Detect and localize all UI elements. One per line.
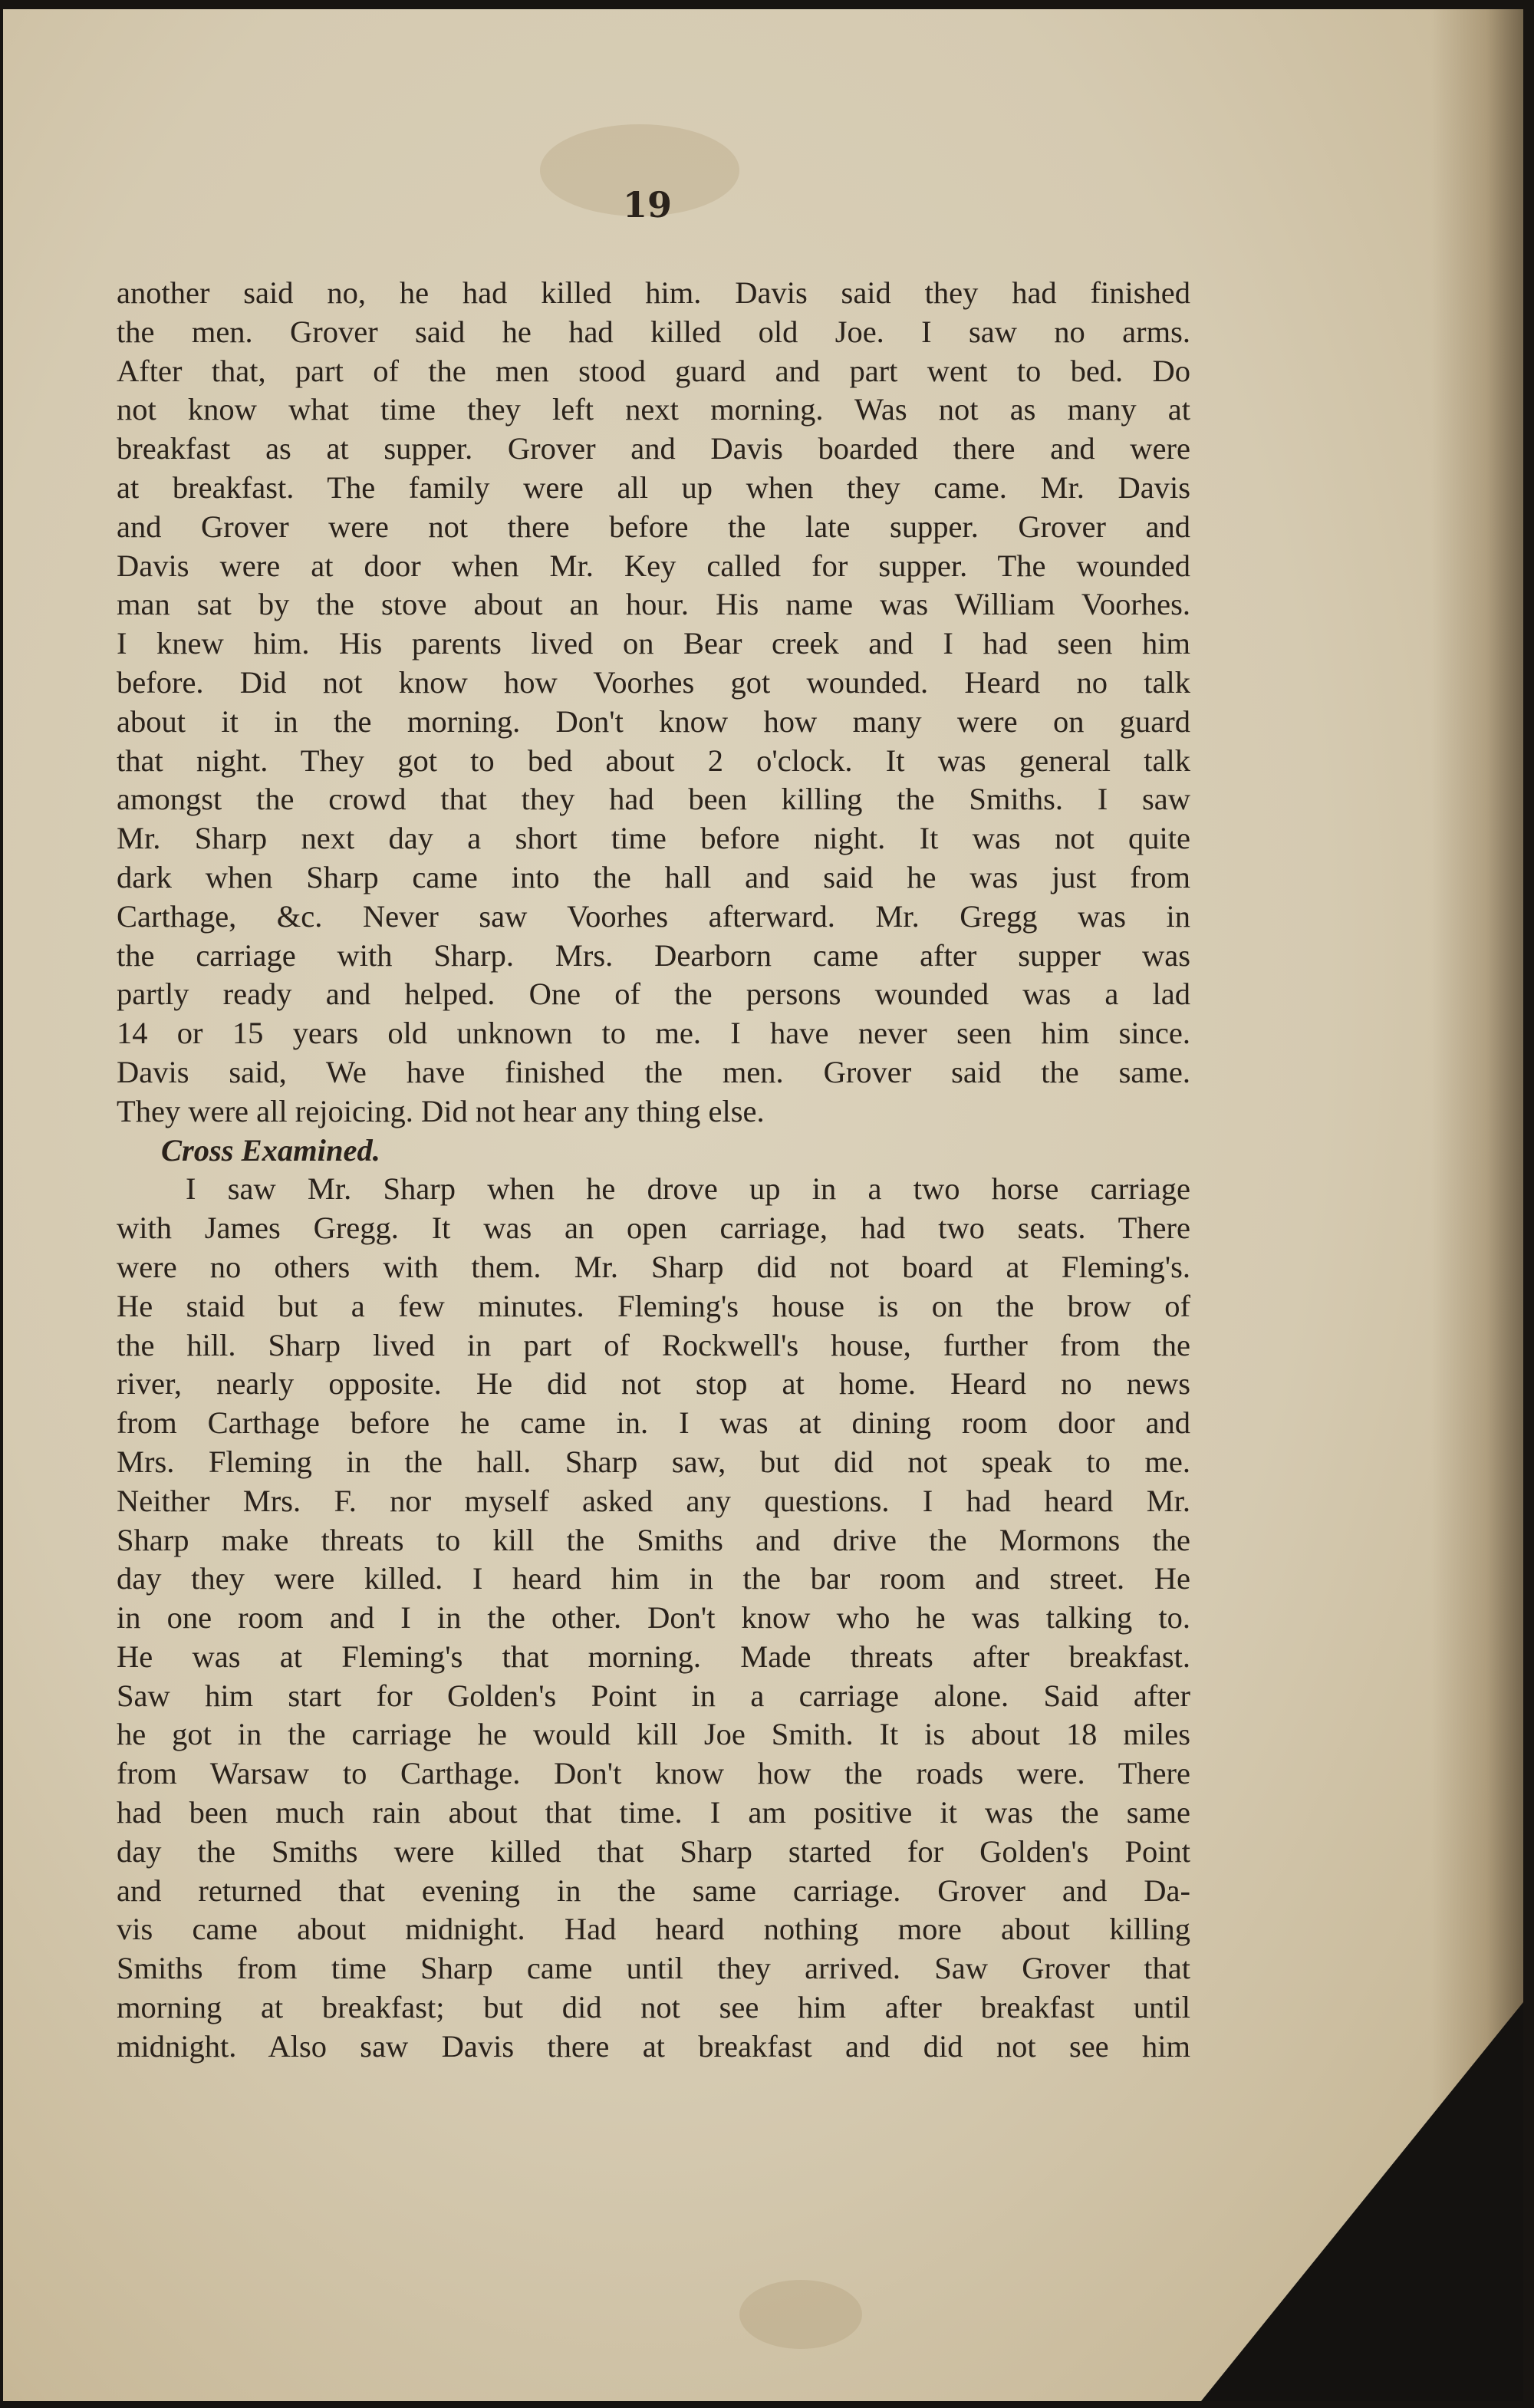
text-line: 14 or 15 years old unknown to me. I have never seen him since.	[117, 1016, 1190, 1051]
text-line: another said no, he had killed him. Davis said they had finished	[117, 275, 1190, 310]
text-line: the carriage with Sharp. Mrs. Dearborn came after supper was	[117, 937, 1190, 973]
text-line: After that, part of the men stood guard and part went to bed. Do	[117, 353, 1190, 388]
text-line: Sharp make threats to kill the Smiths and drive the Mormons the	[117, 1522, 1190, 1557]
text-line: He staid but a few minutes. Fleming's house is on the brow of	[117, 1288, 1190, 1323]
text-line: day the Smiths were killed that Sharp started for Golden's Point	[117, 1833, 1190, 1869]
text-line: Mr. Sharp next day a short time before night. It was not quite	[117, 821, 1190, 856]
text-line: Neither Mrs. F. nor myself asked any questions. I had heard Mr.	[117, 1483, 1190, 1518]
text-line: Carthage, &c. Never saw Voorhes afterward. Mr. Gregg was in	[117, 898, 1190, 934]
text-line: midnight. Also saw Davis there at breakfast and did not see him	[117, 2028, 1190, 2064]
text-line: amongst the crowd that they had been killing the Smiths. I saw	[117, 782, 1190, 817]
paper-sheet	[3, 9, 1523, 2401]
text-line: not know what time they left next morning. Was not as many at	[117, 392, 1190, 427]
paper-stain	[739, 2280, 862, 2349]
text-line: breakfast as at supper. Grover and Davis boarded there and were	[117, 431, 1190, 466]
text-line: he got in the carriage he would kill Joe Smith. It is about 18 miles	[117, 1717, 1190, 1752]
text-line: that night. They got to bed about 2 o'clock. It was general talk	[117, 743, 1190, 778]
text-line: from Carthage before he came in. I was at dining room door and	[117, 1405, 1190, 1441]
text-line: had been much rain about that time. I am positive it was the same	[117, 1795, 1190, 1830]
text-line: and returned that evening in the same carriage. Grover and Da-	[117, 1873, 1190, 1908]
text-line: Saw him start for Golden's Point in a carriage alone. Said after	[117, 1678, 1190, 1713]
text-line: in one room and I in the other. Don't know who he was talking to.	[117, 1600, 1190, 1636]
text-line: He was at Fleming's that morning. Made threats after breakfast.	[117, 1639, 1190, 1674]
text-line: about it in the morning. Don't know how many were on guard	[117, 703, 1190, 739]
text-line: Davis were at door when Mr. Key called for supper. The wounded	[117, 548, 1190, 583]
text-line: day they were killed. I heard him in the bar room and street. He	[117, 1561, 1190, 1596]
text-line: Davis said, We have finished the men. Grover said the same.	[117, 1054, 1190, 1089]
text-line: with James Gregg. It was an open carriage, had two seats. There	[117, 1211, 1190, 1246]
section-heading: Cross Examined.	[161, 1132, 380, 1168]
text-line: from Warsaw to Carthage. Don't know how the roads were. There	[117, 1756, 1190, 1791]
text-line: partly ready and helped. One of the persons wounded was a lad	[117, 977, 1190, 1012]
text-line: man sat by the stove about an hour. His name was William Voorhes.	[117, 587, 1190, 622]
text-line: at breakfast. The family were all up when they came. Mr. Davis	[117, 469, 1190, 505]
text-line: I knew him. His parents lived on Bear creek and I had seen him	[117, 626, 1190, 661]
text-line: Mrs. Fleming in the hall. Sharp saw, but did not speak to me.	[117, 1444, 1190, 1479]
text-line: the hill. Sharp lived in part of Rockwell's house, further from the	[117, 1327, 1190, 1362]
text-line: morning at breakfast; but did not see him after breakfast until	[117, 1990, 1190, 2025]
text-line: I saw Mr. Sharp when he drove up in a two horse carriage	[186, 1171, 1190, 1207]
torn-corner	[1201, 2002, 1523, 2401]
text-line: and Grover were not there before the late supper. Grover and	[117, 509, 1190, 544]
text-line: They were all rejoicing. Did not hear any thing else.	[117, 1093, 765, 1128]
text-line: dark when Sharp came into the hall and said he was just from	[117, 859, 1190, 894]
body-text	[117, 274, 1190, 2067]
page-number: 19	[622, 184, 672, 226]
text-line: were no others with them. Mr. Sharp did not board at Fleming's.	[117, 1249, 1190, 1284]
text-line: the men. Grover said he had killed old Joe. I saw no arms.	[117, 314, 1190, 349]
text-line: river, nearly opposite. He did not stop at home. Heard no news	[117, 1366, 1190, 1402]
text-line: Smiths from time Sharp came until they arrived. Saw Grover that	[117, 1951, 1190, 1986]
text-line: vis came about midnight. Had heard nothing more about killing	[117, 1912, 1190, 1947]
text-line: before. Did not know how Voorhes got wounded. Heard no talk	[117, 664, 1190, 700]
